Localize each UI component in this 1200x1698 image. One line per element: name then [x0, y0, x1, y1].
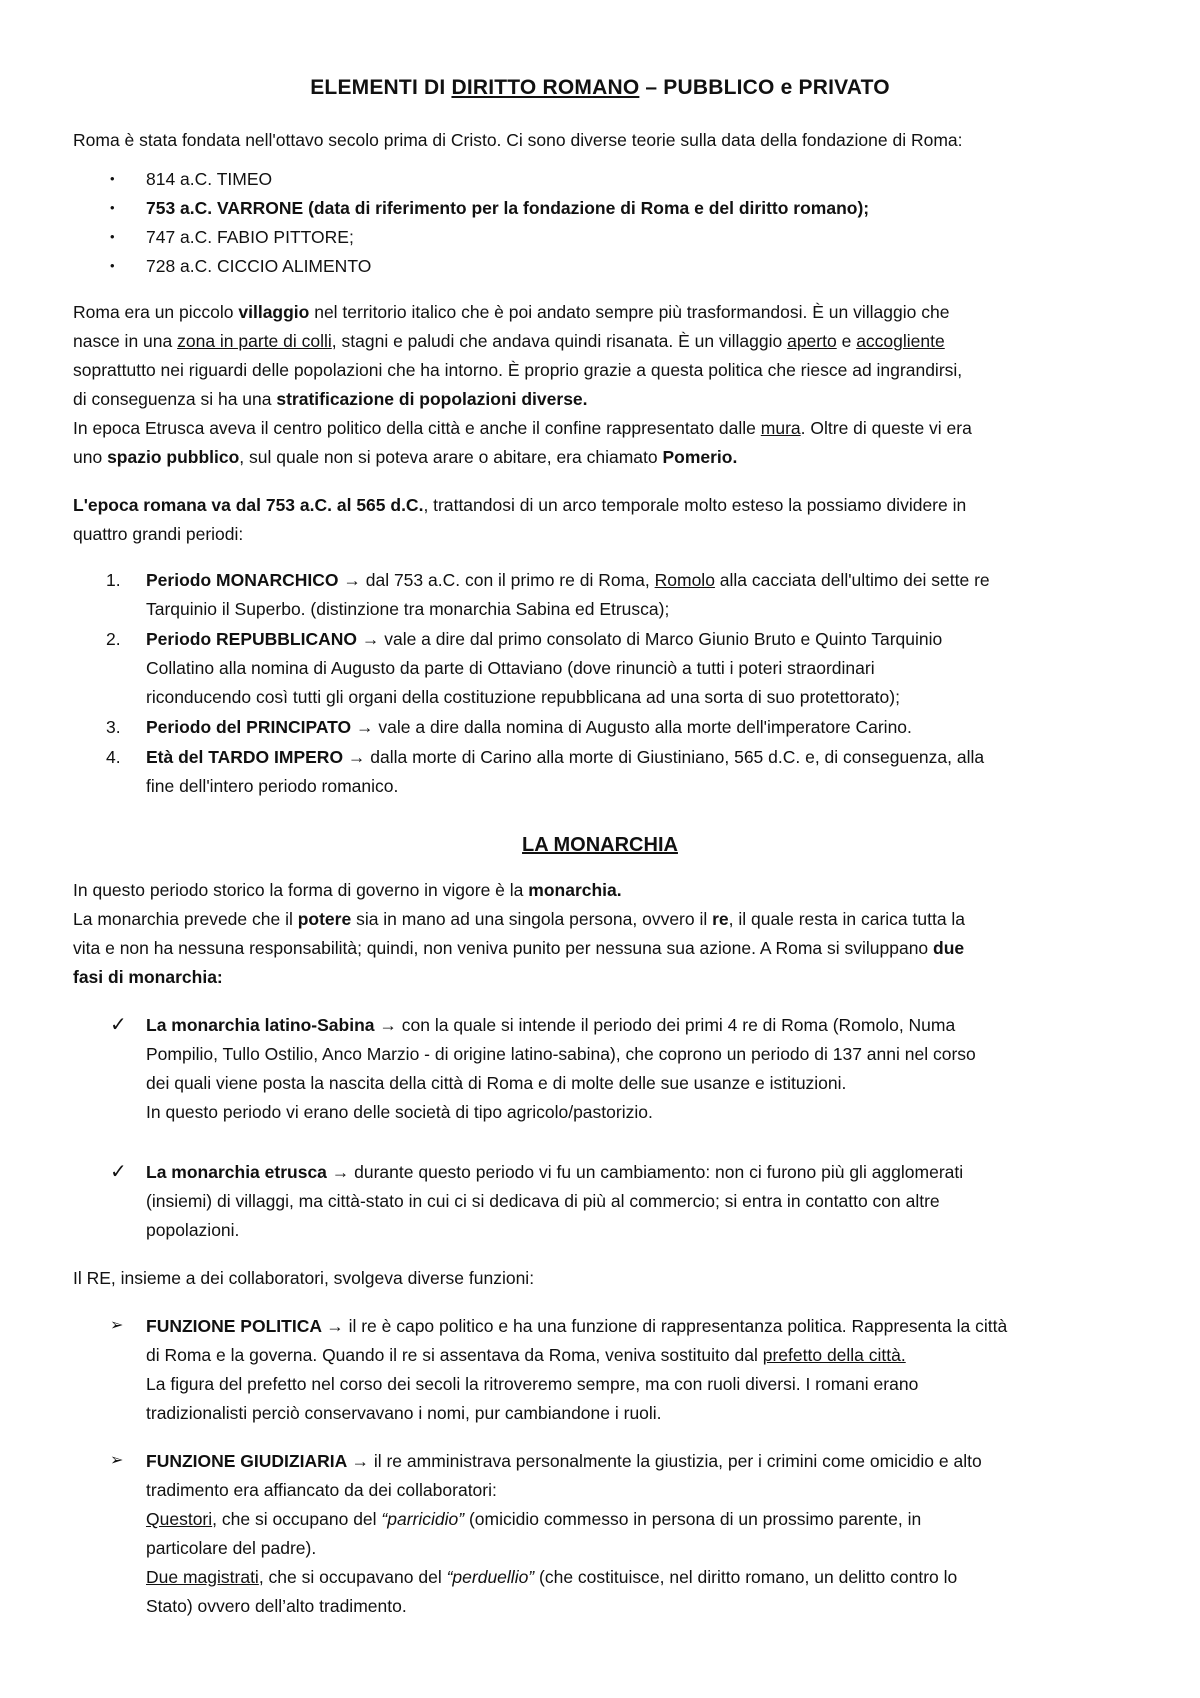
paragraph-line: fasi di monarchia:: [73, 967, 223, 987]
list-item: Periodo REPUBBLICANO → vale a dire dal primo consolato di Marco Giunio Bruto e Quinto Tarquinio: [146, 629, 943, 649]
list-item-continuation: (insiemi) di villaggi, ma città-stato in cui ci si dedicava di più al commercio; si entra in contatto con altre: [146, 1191, 940, 1211]
paragraph-line: soprattutto nei riguardi delle popolazioni che ha intorno. È proprio grazie a questa politica che riesce ad ingrandirsi,: [73, 360, 963, 380]
list-item-continuation: tradimento era affiancato da dei collaboratori:: [146, 1480, 497, 1500]
list-item: Periodo del PRINCIPATO → vale a dire dalla nomina di Augusto alla morte dell'imperatore Carino.: [146, 717, 912, 737]
arrow-icon: →: [338, 570, 366, 590]
list-item-continuation: In questo periodo vi erano delle società di tipo agricolo/pastorizio.: [146, 1102, 653, 1122]
checkmark-icon: ✓: [110, 1161, 127, 1183]
list-item-continuation: tradizionalisti perciò conservavano i nomi, pur cambiandone i ruoli.: [146, 1403, 662, 1423]
list-item-continuation: Pompilio, Tullo Ostilio, Anco Marzio - di origine latino-sabina), che coprono un periodo di 137 anni nel corso: [146, 1044, 976, 1064]
bullet-icon: •: [110, 200, 115, 215]
paragraph-line: Il RE, insieme a dei collaboratori, svolgeva diverse funzioni:: [73, 1268, 535, 1288]
list-item: 814 a.C. TIMEO: [146, 169, 273, 189]
list-item-continuation: Due magistrati, che si occupavano del “perduellio” (che costituisce, nel diritto romano, un delitto contro lo: [146, 1567, 958, 1587]
arrow-icon: →: [321, 1316, 349, 1336]
list-item-continuation: Collatino alla nomina di Augusto da parte di Ottaviano (dove rinunciò a tutti i poteri straordinari: [146, 658, 875, 678]
paragraph-line: uno spazio pubblico, sul quale non si poteva arare o abitare, era chiamato Pomerio.: [73, 447, 738, 467]
page-title: ELEMENTI DI DIRITTO ROMANO – PUBBLICO e PRIVATO: [310, 76, 890, 99]
list-item-continuation: di Roma e la governa. Quando il re si assentava da Roma, veniva sostituito dal prefetto della città.: [146, 1345, 906, 1365]
section-title: LA MONARCHIA: [522, 834, 678, 856]
list-item: Periodo MONARCHICO → dal 753 a.C. con il primo re di Roma, Romolo alla cacciata dell'ultimo dei sette re: [146, 570, 990, 590]
list-item-continuation: particolare del padre).: [146, 1538, 317, 1558]
list-number: 3.: [106, 717, 121, 737]
list-item: 747 a.C. FABIO PITTORE;: [146, 227, 354, 247]
list-item-continuation: Questori, che si occupano del “parricidio” (omicidio commesso in persona di un prossimo parente, in: [146, 1509, 922, 1529]
paragraph-line: La monarchia prevede che il potere sia in mano ad una singola persona, ovvero il re, il quale resta in carica tutta la: [73, 909, 966, 929]
paragraph-line: vita e non ha nessuna responsabilità; quindi, non veniva punito per nessuna sua azione. A Roma si sviluppano due: [73, 938, 965, 958]
checkmark-icon: ✓: [110, 1014, 127, 1036]
list-item-continuation: Stato) ovvero dell’alto tradimento.: [146, 1596, 407, 1616]
arrow-icon: →: [351, 717, 379, 737]
list-item-continuation: Tarquinio il Superbo. (distinzione tra monarchia Sabina ed Etrusca);: [146, 599, 670, 619]
title-underlined: DIRITTO ROMANO: [451, 76, 640, 99]
arrow-icon: →: [346, 1451, 374, 1471]
list-item: La monarchia latino-Sabina → con la quale si intende il periodo dei primi 4 re di Roma (Romolo, Numa: [146, 1015, 956, 1035]
list-item: 728 a.C. CICCIO ALIMENTO: [146, 256, 372, 276]
paragraph-line: quattro grandi periodi:: [73, 524, 244, 544]
bullet-icon: •: [110, 258, 115, 273]
paragraph-line: In questo periodo storico la forma di governo in vigore è la monarchia.: [73, 880, 622, 900]
list-item-continuation: fine dell'intero periodo romanico.: [146, 776, 399, 796]
list-item: FUNZIONE GIUDIZIARIA → il re amministrava personalmente la giustizia, per i crimini come omicidio e alto: [146, 1451, 982, 1471]
list-item-continuation: popolazioni.: [146, 1220, 240, 1240]
paragraph-line: nasce in una zona in parte di colli, stagni e paludi che andava quindi risanata. È un villaggio aperto e accogliente: [73, 331, 945, 351]
list-item: La monarchia etrusca → durante questo periodo vi fu un cambiamento: non ci furono più gli agglomerati: [146, 1162, 964, 1182]
bullet-icon: •: [110, 171, 115, 186]
list-item: Età del TARDO IMPERO → dalla morte di Carino alla morte di Giustiniano, 565 d.C. e, di conseguenza, alla: [146, 747, 985, 767]
arrow-bullet-icon: ➢: [110, 1317, 124, 1334]
arrow-bullet-icon: ➢: [110, 1452, 124, 1469]
paragraph-line: di conseguenza si ha una stratificazione di popolazioni diverse.: [73, 389, 588, 409]
list-item-continuation: dei quali viene posta la nascita della città di Roma e di molte delle sue usanze e istituzioni.: [146, 1073, 847, 1093]
list-item-continuation: riconducendo così tutti gli organi della costituzione repubblicana ad una sorta di suo protettorato);: [146, 687, 900, 707]
arrow-icon: →: [374, 1015, 402, 1035]
list-number: 2.: [106, 629, 121, 649]
paragraph-line: Roma era un piccolo villaggio nel territorio italico che è poi andato sempre più trasformandosi. È un villaggio che: [73, 302, 950, 322]
list-number: 4.: [106, 747, 121, 767]
list-item: 753 a.C. VARRONE (data di riferimento per la fondazione di Roma e del diritto romano);: [146, 198, 870, 218]
arrow-icon: →: [356, 629, 385, 649]
arrow-icon: →: [343, 747, 371, 767]
intro-paragraph: Roma è stata fondata nell'ottavo secolo prima di Cristo. Ci sono diverse teorie sulla data della fondazione di Roma:: [73, 130, 963, 150]
list-number: 1.: [106, 570, 121, 590]
arrow-icon: →: [326, 1162, 355, 1182]
list-item-continuation: La figura del prefetto nel corso dei secoli la ritroveremo sempre, ma con ruoli diversi. I romani erano: [146, 1374, 919, 1394]
paragraph-line: L'epoca romana va dal 753 a.C. al 565 d.C., trattandosi di un arco temporale molto esteso la possiamo dividere in: [73, 495, 967, 515]
list-item: FUNZIONE POLITICA → il re è capo politico e ha una funzione di rappresentanza politica. Rappresenta la città: [146, 1316, 1008, 1336]
bullet-icon: •: [110, 229, 115, 244]
paragraph-line: In epoca Etrusca aveva il centro politico della città e anche il confine rappresentato dalle mura. Oltre di queste vi era: [73, 418, 972, 438]
